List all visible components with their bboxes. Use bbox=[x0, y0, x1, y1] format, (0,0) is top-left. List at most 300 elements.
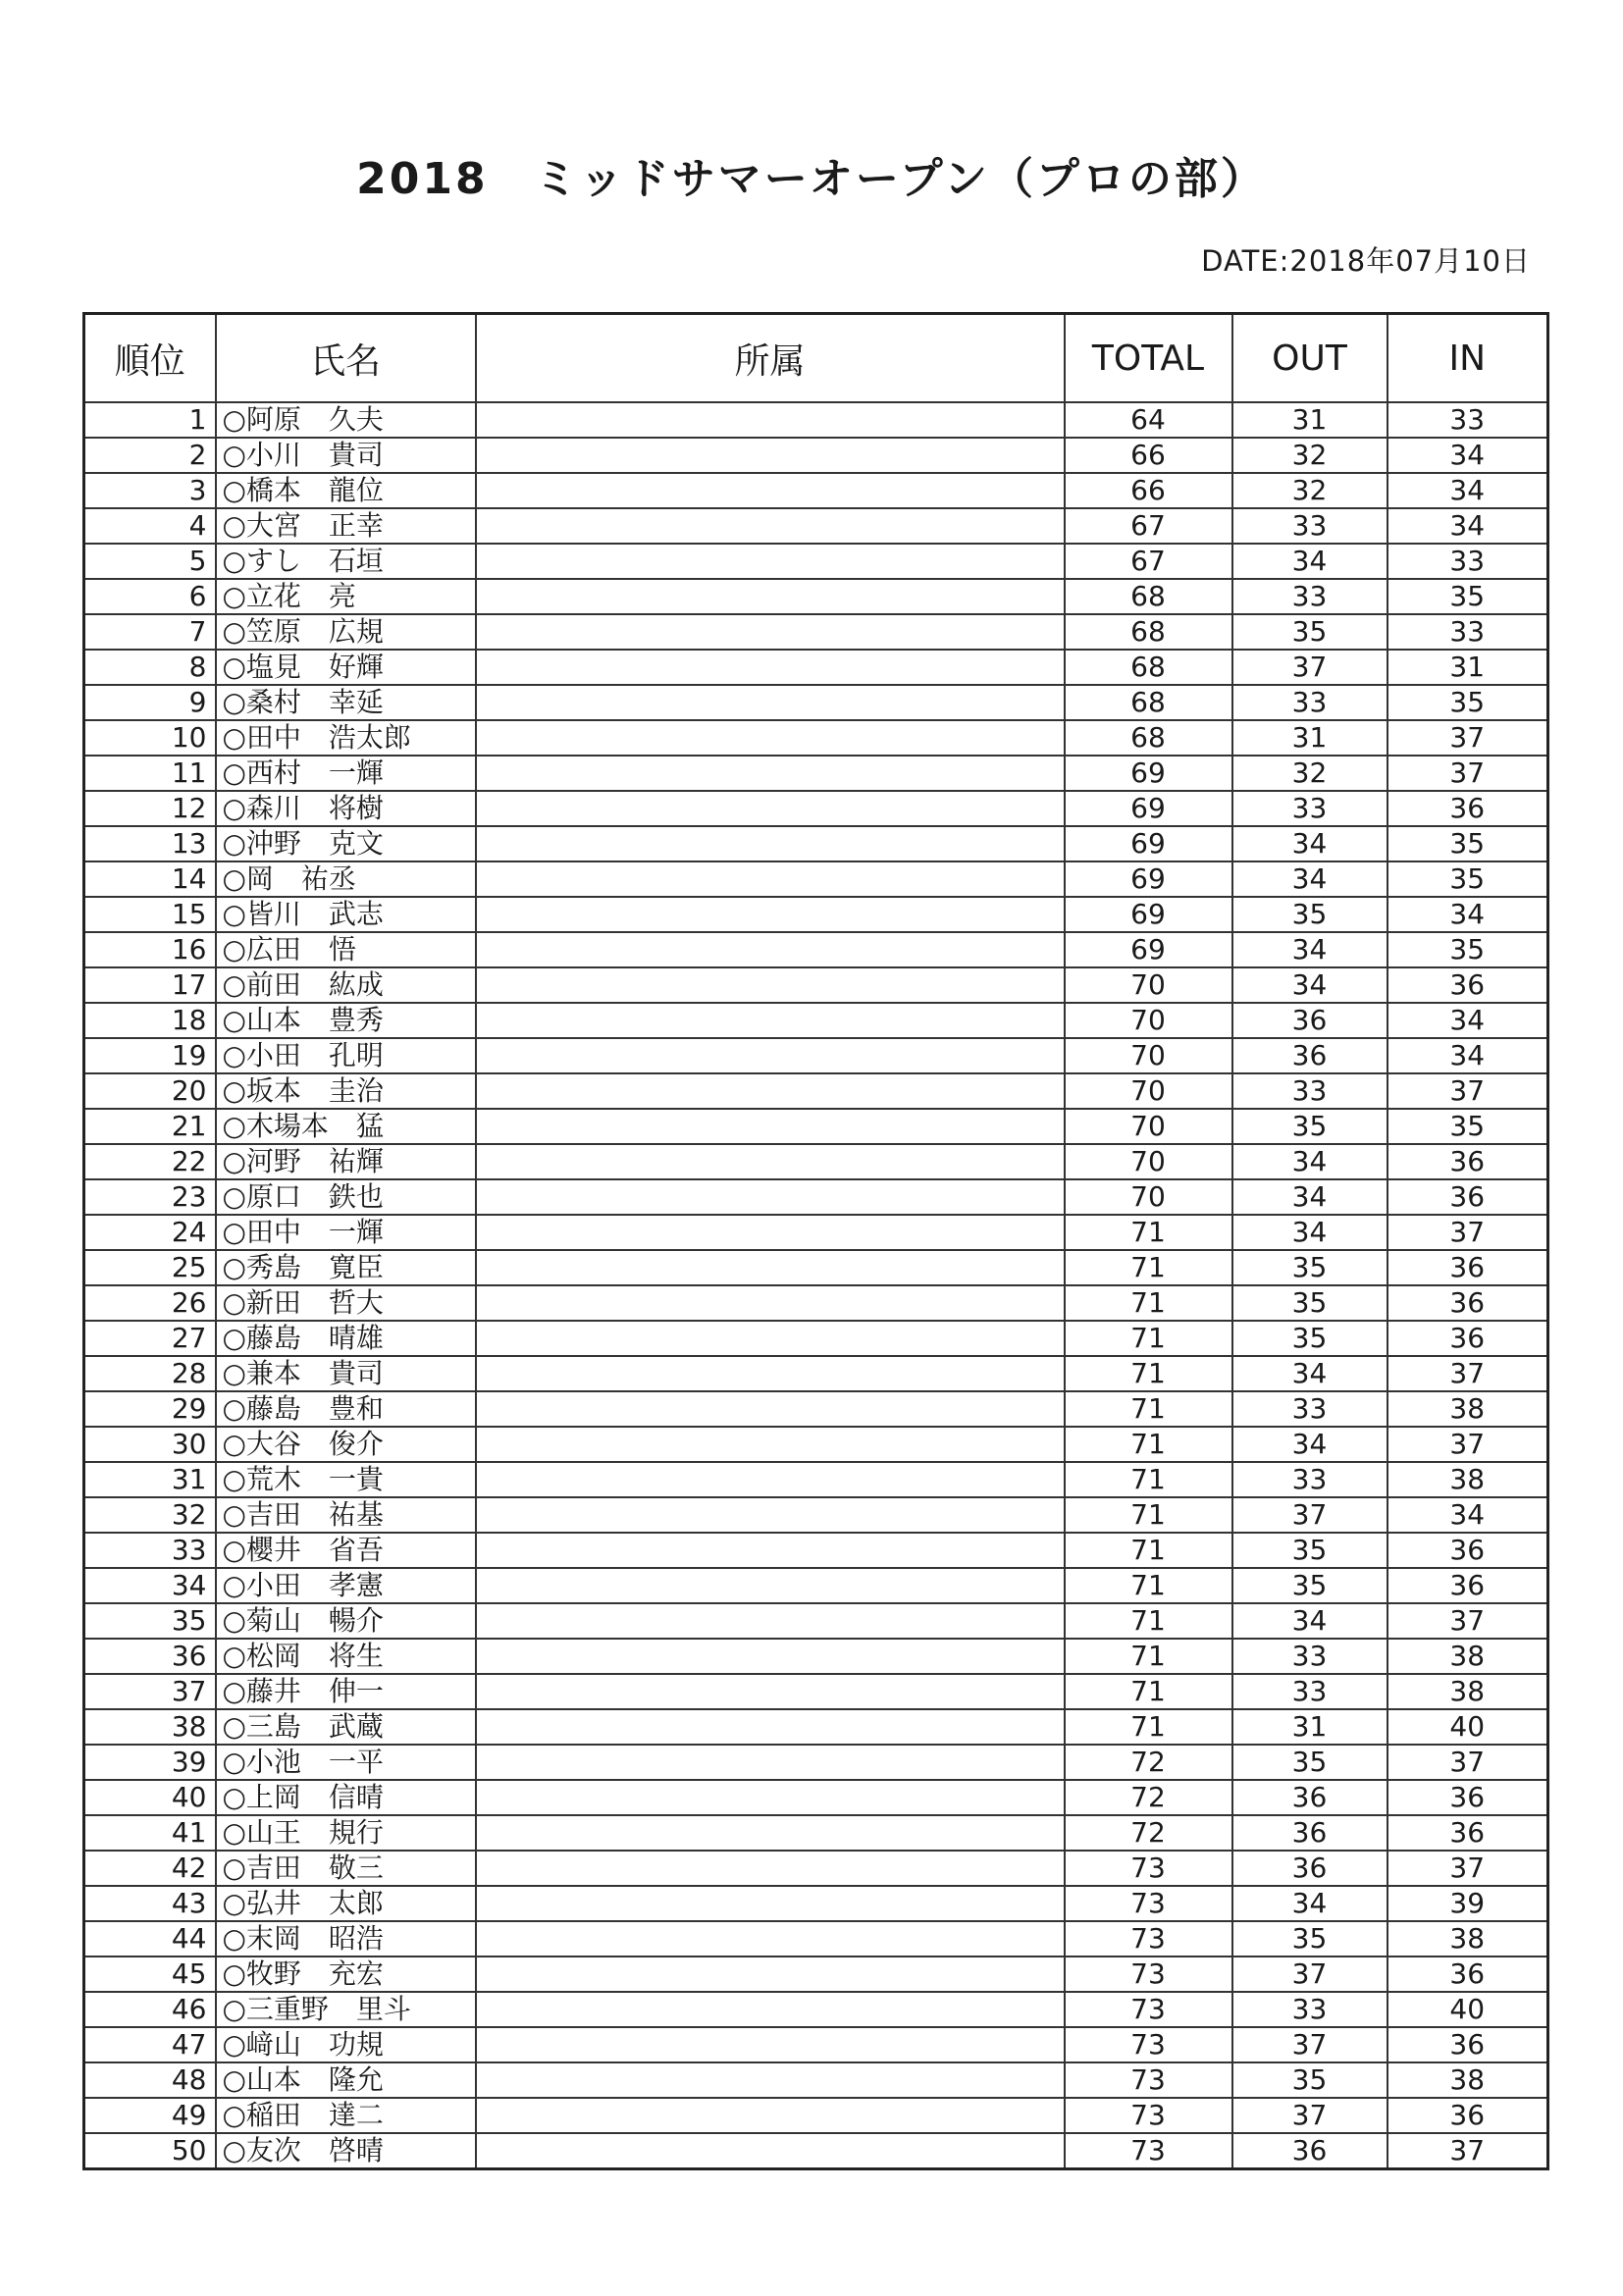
out-cell: 34 bbox=[1232, 1603, 1387, 1639]
out-cell: 34 bbox=[1232, 1356, 1387, 1391]
rank-cell: 30 bbox=[84, 1427, 216, 1462]
table-row bbox=[84, 1497, 1548, 1533]
affiliation-cell bbox=[476, 1179, 1065, 1215]
rank-cell: 43 bbox=[84, 1886, 216, 1921]
affiliation-cell bbox=[476, 1109, 1065, 1144]
rank-cell: 3 bbox=[84, 473, 216, 508]
total-cell: 69 bbox=[1065, 826, 1232, 861]
total-cell: 69 bbox=[1065, 756, 1232, 791]
out-cell: 33 bbox=[1232, 508, 1387, 544]
name-cell: ○小田 孔明 bbox=[216, 1038, 476, 1073]
affiliation-cell bbox=[476, 1285, 1065, 1321]
table-row bbox=[84, 1533, 1548, 1568]
total-cell: 70 bbox=[1065, 1003, 1232, 1038]
out-cell: 34 bbox=[1232, 1215, 1387, 1250]
header-rank: 順位 bbox=[84, 314, 216, 403]
in-cell: 37 bbox=[1387, 720, 1548, 756]
name-cell: ○西村 一輝 bbox=[216, 756, 476, 791]
affiliation-cell bbox=[476, 2098, 1065, 2133]
affiliation-cell bbox=[476, 1921, 1065, 1957]
table-row bbox=[84, 1179, 1548, 1215]
rank-cell: 16 bbox=[84, 932, 216, 967]
affiliation-cell bbox=[476, 720, 1065, 756]
header-affiliation: 所属 bbox=[476, 314, 1065, 403]
in-cell: 37 bbox=[1387, 1603, 1548, 1639]
table-row bbox=[84, 1109, 1548, 1144]
out-cell: 36 bbox=[1232, 2133, 1387, 2169]
in-cell: 39 bbox=[1387, 1886, 1548, 1921]
table-row bbox=[84, 1038, 1548, 1073]
table-row bbox=[84, 1886, 1548, 1921]
out-cell: 37 bbox=[1232, 1957, 1387, 1992]
rank-cell: 50 bbox=[84, 2133, 216, 2169]
in-cell: 36 bbox=[1387, 1815, 1548, 1851]
affiliation-cell bbox=[476, 2133, 1065, 2169]
name-cell: ○上岡 信晴 bbox=[216, 1780, 476, 1815]
out-cell: 33 bbox=[1232, 791, 1387, 826]
name-cell: ○小川 貴司 bbox=[216, 438, 476, 473]
total-cell: 71 bbox=[1065, 1215, 1232, 1250]
rank-cell: 34 bbox=[84, 1568, 216, 1603]
out-cell: 35 bbox=[1232, 1109, 1387, 1144]
table-row bbox=[84, 1250, 1548, 1285]
out-cell: 37 bbox=[1232, 2098, 1387, 2133]
in-cell: 33 bbox=[1387, 544, 1548, 579]
in-cell: 37 bbox=[1387, 1851, 1548, 1886]
out-cell: 33 bbox=[1232, 1674, 1387, 1709]
rank-cell: 20 bbox=[84, 1073, 216, 1109]
out-cell: 35 bbox=[1232, 1250, 1387, 1285]
table-row bbox=[84, 1285, 1548, 1321]
name-cell: ○藤井 伸一 bbox=[216, 1674, 476, 1709]
in-cell: 36 bbox=[1387, 1568, 1548, 1603]
name-cell: ○原口 鉄也 bbox=[216, 1179, 476, 1215]
total-cell: 68 bbox=[1065, 720, 1232, 756]
in-cell: 35 bbox=[1387, 932, 1548, 967]
out-cell: 32 bbox=[1232, 756, 1387, 791]
rank-cell: 17 bbox=[84, 967, 216, 1003]
table-row bbox=[84, 1073, 1548, 1109]
out-cell: 33 bbox=[1232, 1073, 1387, 1109]
name-cell: ○笠原 広規 bbox=[216, 614, 476, 650]
affiliation-cell bbox=[476, 438, 1065, 473]
out-cell: 36 bbox=[1232, 1038, 1387, 1073]
rank-cell: 47 bbox=[84, 2027, 216, 2062]
affiliation-cell bbox=[476, 897, 1065, 932]
rank-cell: 28 bbox=[84, 1356, 216, 1391]
table-row bbox=[84, 967, 1548, 1003]
out-cell: 32 bbox=[1232, 473, 1387, 508]
out-cell: 34 bbox=[1232, 967, 1387, 1003]
header-name: 氏名 bbox=[216, 314, 476, 403]
affiliation-cell bbox=[476, 1533, 1065, 1568]
total-cell: 70 bbox=[1065, 1038, 1232, 1073]
total-cell: 71 bbox=[1065, 1250, 1232, 1285]
table-row bbox=[84, 438, 1548, 473]
in-cell: 36 bbox=[1387, 1780, 1548, 1815]
in-cell: 34 bbox=[1387, 897, 1548, 932]
rank-cell: 32 bbox=[84, 1497, 216, 1533]
table-row bbox=[84, 685, 1548, 720]
total-cell: 70 bbox=[1065, 1144, 1232, 1179]
header-row bbox=[84, 314, 1548, 403]
in-cell: 36 bbox=[1387, 1285, 1548, 1321]
total-cell: 73 bbox=[1065, 1851, 1232, 1886]
name-cell: ○藤島 豊和 bbox=[216, 1391, 476, 1427]
total-cell: 70 bbox=[1065, 1179, 1232, 1215]
total-cell: 70 bbox=[1065, 1073, 1232, 1109]
header-in: IN bbox=[1387, 314, 1548, 403]
affiliation-cell bbox=[476, 1073, 1065, 1109]
name-cell: ○沖野 克文 bbox=[216, 826, 476, 861]
affiliation-cell bbox=[476, 756, 1065, 791]
total-cell: 66 bbox=[1065, 438, 1232, 473]
rank-cell: 18 bbox=[84, 1003, 216, 1038]
affiliation-cell bbox=[476, 826, 1065, 861]
table-row bbox=[84, 1957, 1548, 1992]
in-cell: 35 bbox=[1387, 861, 1548, 897]
total-cell: 72 bbox=[1065, 1745, 1232, 1780]
name-cell: ○山本 豊秀 bbox=[216, 1003, 476, 1038]
total-cell: 71 bbox=[1065, 1462, 1232, 1497]
out-cell: 35 bbox=[1232, 1745, 1387, 1780]
rank-cell: 36 bbox=[84, 1639, 216, 1674]
table-row bbox=[84, 1603, 1548, 1639]
affiliation-cell bbox=[476, 473, 1065, 508]
affiliation-cell bbox=[476, 579, 1065, 614]
in-cell: 35 bbox=[1387, 826, 1548, 861]
rank-cell: 25 bbox=[84, 1250, 216, 1285]
affiliation-cell bbox=[476, 861, 1065, 897]
out-cell: 33 bbox=[1232, 685, 1387, 720]
in-cell: 36 bbox=[1387, 967, 1548, 1003]
rank-cell: 48 bbox=[84, 2062, 216, 2098]
name-cell: ○木場本 猛 bbox=[216, 1109, 476, 1144]
out-cell: 33 bbox=[1232, 579, 1387, 614]
table-row bbox=[84, 1745, 1548, 1780]
name-cell: ○塩見 好輝 bbox=[216, 650, 476, 685]
name-cell: ○坂本 圭治 bbox=[216, 1073, 476, 1109]
total-cell: 73 bbox=[1065, 2098, 1232, 2133]
rank-cell: 35 bbox=[84, 1603, 216, 1639]
name-cell: ○友次 啓晴 bbox=[216, 2133, 476, 2169]
table-row bbox=[84, 1215, 1548, 1250]
in-cell: 36 bbox=[1387, 1321, 1548, 1356]
total-cell: 71 bbox=[1065, 1568, 1232, 1603]
table-row bbox=[84, 579, 1548, 614]
table-row bbox=[84, 508, 1548, 544]
name-cell: ○三島 武蔵 bbox=[216, 1709, 476, 1745]
affiliation-cell bbox=[476, 1709, 1065, 1745]
name-cell: ○森川 将樹 bbox=[216, 791, 476, 826]
name-cell: ○吉田 敬三 bbox=[216, 1851, 476, 1886]
in-cell: 35 bbox=[1387, 1109, 1548, 1144]
name-cell: ○松岡 将生 bbox=[216, 1639, 476, 1674]
table-row bbox=[84, 1921, 1548, 1957]
rank-cell: 21 bbox=[84, 1109, 216, 1144]
total-cell: 73 bbox=[1065, 1992, 1232, 2027]
out-cell: 34 bbox=[1232, 861, 1387, 897]
rank-cell: 15 bbox=[84, 897, 216, 932]
out-cell: 32 bbox=[1232, 438, 1387, 473]
in-cell: 38 bbox=[1387, 1462, 1548, 1497]
affiliation-cell bbox=[476, 650, 1065, 685]
page-title: 2018 ミッドサマーオープン（プロの部） bbox=[356, 154, 1267, 204]
out-cell: 31 bbox=[1232, 720, 1387, 756]
in-cell: 38 bbox=[1387, 1639, 1548, 1674]
table-row bbox=[84, 614, 1548, 650]
total-cell: 71 bbox=[1065, 1497, 1232, 1533]
total-cell: 71 bbox=[1065, 1391, 1232, 1427]
total-cell: 71 bbox=[1065, 1321, 1232, 1356]
rank-cell: 7 bbox=[84, 614, 216, 650]
table-row bbox=[84, 1462, 1548, 1497]
table-row bbox=[84, 1427, 1548, 1462]
in-cell: 36 bbox=[1387, 1144, 1548, 1179]
table-row bbox=[84, 720, 1548, 756]
results-table bbox=[82, 312, 1549, 2170]
affiliation-cell bbox=[476, 1250, 1065, 1285]
name-cell: ○﨑山 功規 bbox=[216, 2027, 476, 2062]
name-cell: ○山本 隆允 bbox=[216, 2062, 476, 2098]
rank-cell: 11 bbox=[84, 756, 216, 791]
affiliation-cell bbox=[476, 1957, 1065, 1992]
document-date: DATE:2018年07月10日 bbox=[1201, 244, 1531, 278]
total-cell: 66 bbox=[1065, 473, 1232, 508]
out-cell: 34 bbox=[1232, 1427, 1387, 1462]
rank-cell: 38 bbox=[84, 1709, 216, 1745]
table-row bbox=[84, 2098, 1548, 2133]
table-row bbox=[84, 1815, 1548, 1851]
rank-cell: 31 bbox=[84, 1462, 216, 1497]
rank-cell: 23 bbox=[84, 1179, 216, 1215]
rank-cell: 1 bbox=[84, 402, 216, 438]
total-cell: 73 bbox=[1065, 2027, 1232, 2062]
rank-cell: 14 bbox=[84, 861, 216, 897]
name-cell: ○小池 一平 bbox=[216, 1745, 476, 1780]
table-row bbox=[84, 861, 1548, 897]
table-row bbox=[84, 473, 1548, 508]
out-cell: 34 bbox=[1232, 544, 1387, 579]
in-cell: 35 bbox=[1387, 579, 1548, 614]
in-cell: 37 bbox=[1387, 1745, 1548, 1780]
total-cell: 67 bbox=[1065, 544, 1232, 579]
out-cell: 33 bbox=[1232, 1639, 1387, 1674]
table-row bbox=[84, 1144, 1548, 1179]
total-cell: 69 bbox=[1065, 861, 1232, 897]
in-cell: 38 bbox=[1387, 1391, 1548, 1427]
rank-cell: 2 bbox=[84, 438, 216, 473]
table-row bbox=[84, 1780, 1548, 1815]
rank-cell: 26 bbox=[84, 1285, 216, 1321]
rank-cell: 40 bbox=[84, 1780, 216, 1815]
affiliation-cell bbox=[476, 1215, 1065, 1250]
out-cell: 35 bbox=[1232, 2062, 1387, 2098]
total-cell: 71 bbox=[1065, 1356, 1232, 1391]
in-cell: 36 bbox=[1387, 2027, 1548, 2062]
table-row bbox=[84, 2133, 1548, 2169]
total-cell: 73 bbox=[1065, 1921, 1232, 1957]
name-cell: ○牧野 充宏 bbox=[216, 1957, 476, 1992]
table-row bbox=[84, 756, 1548, 791]
in-cell: 37 bbox=[1387, 1356, 1548, 1391]
out-cell: 31 bbox=[1232, 1709, 1387, 1745]
name-cell: ○岡 祐丞 bbox=[216, 861, 476, 897]
header-total: TOTAL bbox=[1065, 314, 1232, 403]
rank-cell: 41 bbox=[84, 1815, 216, 1851]
in-cell: 38 bbox=[1387, 2062, 1548, 2098]
in-cell: 36 bbox=[1387, 1533, 1548, 1568]
total-cell: 69 bbox=[1065, 897, 1232, 932]
affiliation-cell bbox=[476, 1003, 1065, 1038]
in-cell: 37 bbox=[1387, 1215, 1548, 1250]
in-cell: 37 bbox=[1387, 756, 1548, 791]
in-cell: 36 bbox=[1387, 1957, 1548, 1992]
total-cell: 73 bbox=[1065, 2062, 1232, 2098]
out-cell: 35 bbox=[1232, 1285, 1387, 1321]
rank-cell: 44 bbox=[84, 1921, 216, 1957]
out-cell: 37 bbox=[1232, 650, 1387, 685]
total-cell: 70 bbox=[1065, 1109, 1232, 1144]
name-cell: ○末岡 昭浩 bbox=[216, 1921, 476, 1957]
affiliation-cell bbox=[476, 1568, 1065, 1603]
name-cell: ○櫻井 省吾 bbox=[216, 1533, 476, 1568]
out-cell: 34 bbox=[1232, 826, 1387, 861]
results-body bbox=[84, 402, 1548, 2169]
in-cell: 34 bbox=[1387, 508, 1548, 544]
out-cell: 35 bbox=[1232, 1568, 1387, 1603]
name-cell: ○前田 紘成 bbox=[216, 967, 476, 1003]
in-cell: 38 bbox=[1387, 1674, 1548, 1709]
affiliation-cell bbox=[476, 1886, 1065, 1921]
table-row bbox=[84, 1639, 1548, 1674]
rank-cell: 13 bbox=[84, 826, 216, 861]
total-cell: 71 bbox=[1065, 1709, 1232, 1745]
affiliation-cell bbox=[476, 614, 1065, 650]
affiliation-cell bbox=[476, 1639, 1065, 1674]
affiliation-cell bbox=[476, 1851, 1065, 1886]
in-cell: 38 bbox=[1387, 1921, 1548, 1957]
name-cell: ○吉田 祐基 bbox=[216, 1497, 476, 1533]
total-cell: 71 bbox=[1065, 1533, 1232, 1568]
table-row bbox=[84, 2062, 1548, 2098]
name-cell: ○広田 悟 bbox=[216, 932, 476, 967]
affiliation-cell bbox=[476, 1038, 1065, 1073]
total-cell: 71 bbox=[1065, 1285, 1232, 1321]
table-row bbox=[84, 1851, 1548, 1886]
in-cell: 40 bbox=[1387, 1992, 1548, 2027]
affiliation-cell bbox=[476, 1391, 1065, 1427]
rank-cell: 29 bbox=[84, 1391, 216, 1427]
affiliation-cell bbox=[476, 1992, 1065, 2027]
name-cell: ○三重野 里斗 bbox=[216, 1992, 476, 2027]
name-cell: ○橋本 龍位 bbox=[216, 473, 476, 508]
table-row bbox=[84, 897, 1548, 932]
rank-cell: 45 bbox=[84, 1957, 216, 1992]
in-cell: 31 bbox=[1387, 650, 1548, 685]
in-cell: 34 bbox=[1387, 438, 1548, 473]
name-cell: ○田中 浩太郎 bbox=[216, 720, 476, 756]
name-cell: ○阿原 久夫 bbox=[216, 402, 476, 438]
name-cell: ○山王 規行 bbox=[216, 1815, 476, 1851]
out-cell: 34 bbox=[1232, 1179, 1387, 1215]
affiliation-cell bbox=[476, 1144, 1065, 1179]
in-cell: 36 bbox=[1387, 2098, 1548, 2133]
total-cell: 73 bbox=[1065, 1886, 1232, 1921]
name-cell: ○田中 一輝 bbox=[216, 1215, 476, 1250]
affiliation-cell bbox=[476, 791, 1065, 826]
total-cell: 72 bbox=[1065, 1815, 1232, 1851]
in-cell: 33 bbox=[1387, 402, 1548, 438]
table-row bbox=[84, 402, 1548, 438]
table-row bbox=[84, 932, 1548, 967]
total-cell: 68 bbox=[1065, 614, 1232, 650]
affiliation-cell bbox=[476, 1462, 1065, 1497]
rank-cell: 42 bbox=[84, 1851, 216, 1886]
rank-cell: 8 bbox=[84, 650, 216, 685]
name-cell: ○菊山 暢介 bbox=[216, 1603, 476, 1639]
affiliation-cell bbox=[476, 1356, 1065, 1391]
affiliation-cell bbox=[476, 1321, 1065, 1356]
name-cell: ○弘井 太郎 bbox=[216, 1886, 476, 1921]
total-cell: 68 bbox=[1065, 650, 1232, 685]
affiliation-cell bbox=[476, 508, 1065, 544]
rank-cell: 39 bbox=[84, 1745, 216, 1780]
table-row bbox=[84, 1356, 1548, 1391]
out-cell: 35 bbox=[1232, 614, 1387, 650]
in-cell: 34 bbox=[1387, 1003, 1548, 1038]
name-cell: ○大谷 俊介 bbox=[216, 1427, 476, 1462]
rank-cell: 37 bbox=[84, 1674, 216, 1709]
name-cell: ○稲田 達二 bbox=[216, 2098, 476, 2133]
total-cell: 68 bbox=[1065, 579, 1232, 614]
name-cell: ○河野 祐輝 bbox=[216, 1144, 476, 1179]
out-cell: 33 bbox=[1232, 1992, 1387, 2027]
total-cell: 71 bbox=[1065, 1427, 1232, 1462]
name-cell: ○藤島 晴雄 bbox=[216, 1321, 476, 1356]
affiliation-cell bbox=[476, 544, 1065, 579]
affiliation-cell bbox=[476, 967, 1065, 1003]
total-cell: 70 bbox=[1065, 967, 1232, 1003]
out-cell: 34 bbox=[1232, 1144, 1387, 1179]
affiliation-cell bbox=[476, 2027, 1065, 2062]
total-cell: 72 bbox=[1065, 1780, 1232, 1815]
affiliation-cell bbox=[476, 1674, 1065, 1709]
table-row bbox=[84, 1568, 1548, 1603]
name-cell: ○荒木 一貴 bbox=[216, 1462, 476, 1497]
name-cell: ○秀島 寛臣 bbox=[216, 1250, 476, 1285]
out-cell: 34 bbox=[1232, 932, 1387, 967]
rank-cell: 27 bbox=[84, 1321, 216, 1356]
affiliation-cell bbox=[476, 2062, 1065, 2098]
out-cell: 37 bbox=[1232, 2027, 1387, 2062]
in-cell: 37 bbox=[1387, 2133, 1548, 2169]
rank-cell: 5 bbox=[84, 544, 216, 579]
total-cell: 71 bbox=[1065, 1639, 1232, 1674]
table-row bbox=[84, 1709, 1548, 1745]
affiliation-cell bbox=[476, 1497, 1065, 1533]
rank-cell: 19 bbox=[84, 1038, 216, 1073]
in-cell: 34 bbox=[1387, 1038, 1548, 1073]
in-cell: 36 bbox=[1387, 791, 1548, 826]
in-cell: 34 bbox=[1387, 1497, 1548, 1533]
out-cell: 34 bbox=[1232, 1886, 1387, 1921]
table-row bbox=[84, 2027, 1548, 2062]
table-row bbox=[84, 791, 1548, 826]
affiliation-cell bbox=[476, 402, 1065, 438]
out-cell: 36 bbox=[1232, 1003, 1387, 1038]
affiliation-cell bbox=[476, 1603, 1065, 1639]
